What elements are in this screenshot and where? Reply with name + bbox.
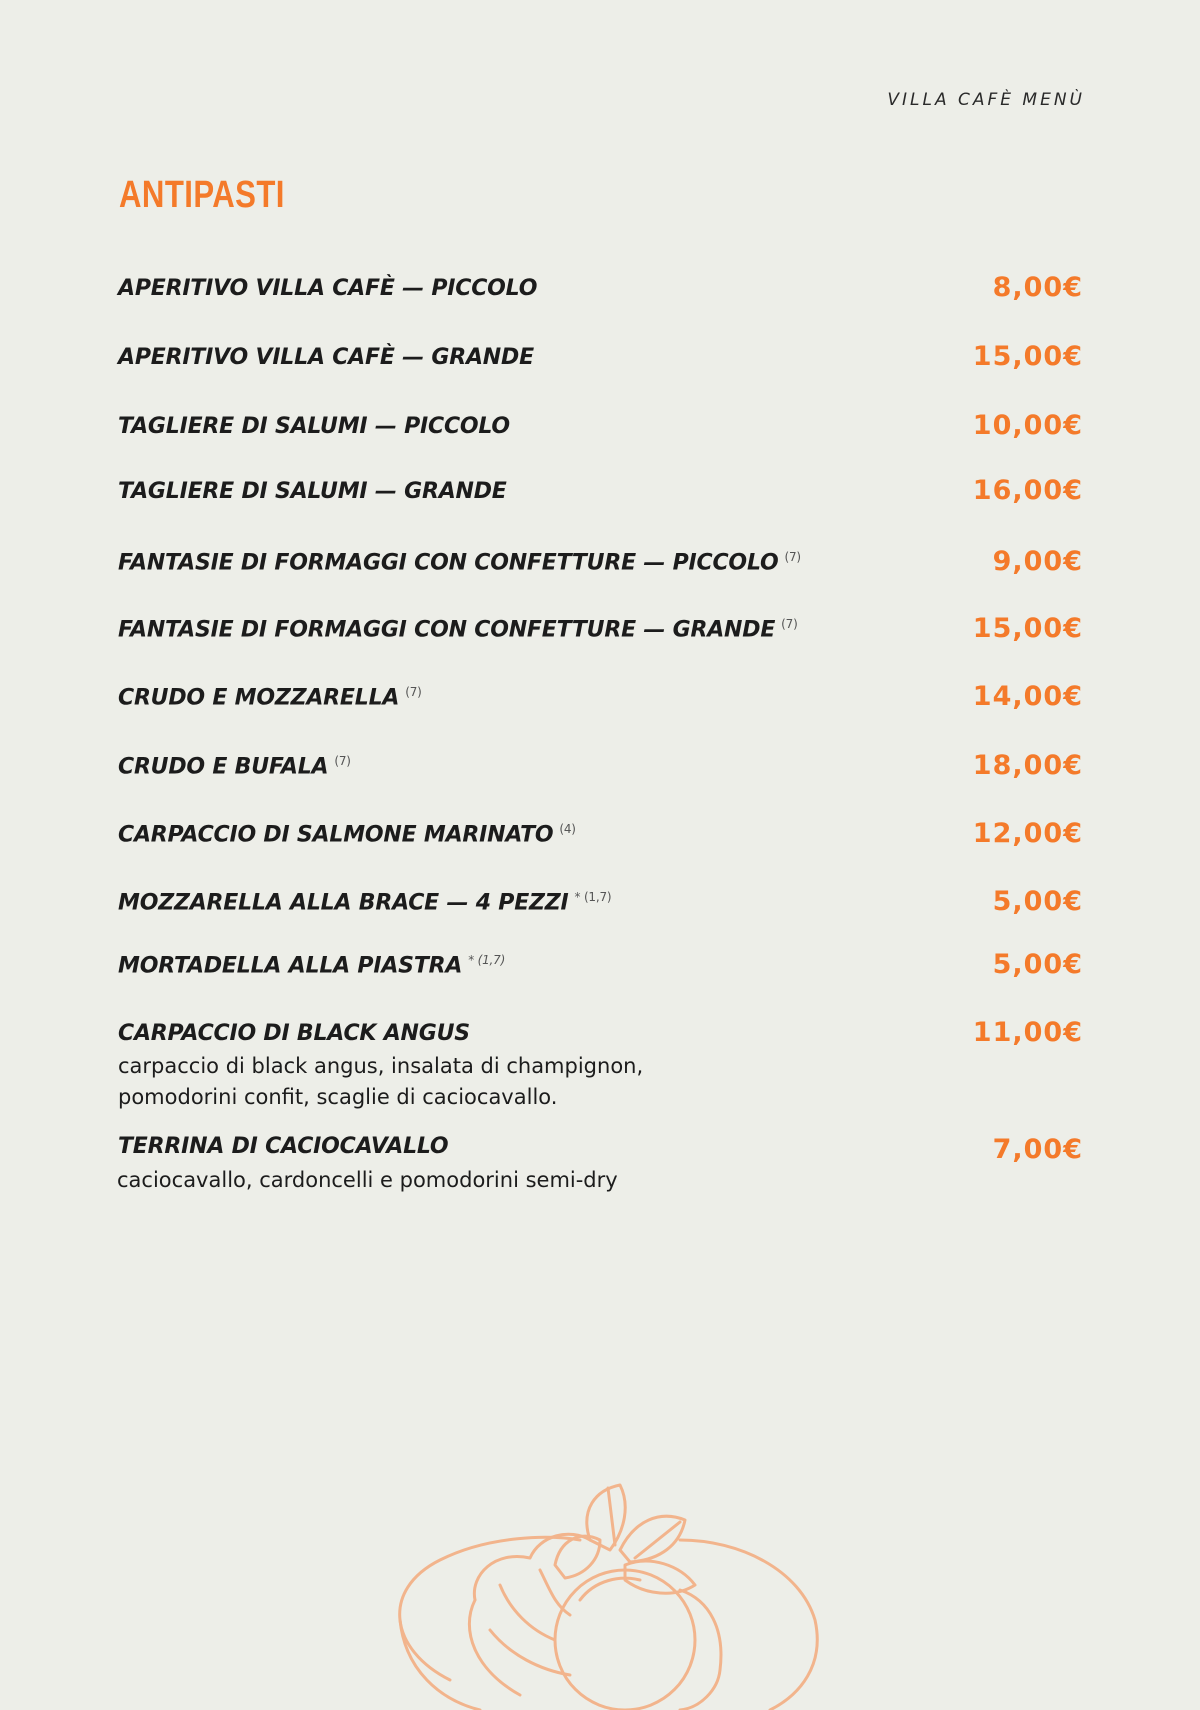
item-name <box>118 617 798 642</box>
allergen-note: (7) <box>784 550 801 564</box>
item-name-text: MORTADELLA ALLA PIASTRA <box>118 953 463 979</box>
item-price: 12,00€ <box>972 818 1083 849</box>
allergen-note: (7) <box>781 617 798 631</box>
item-name: TAGLIERE DI SALUMI — PICCOLO <box>118 414 510 439</box>
item-price: 16,00€ <box>972 475 1083 506</box>
item-name: TERRINA DI CACIOCAVALLO <box>118 1134 449 1159</box>
allergen-note: * (1,7) <box>574 890 612 904</box>
item-price: 5,00€ <box>992 949 1083 980</box>
item-description-line: pomodorini confit, scaglie di caciocavallo. <box>118 1085 558 1109</box>
allergen-note: * (1,7) <box>468 953 506 967</box>
item-name <box>118 550 801 575</box>
item-name-text: CRUDO E MOZZARELLA <box>118 685 400 711</box>
item-price: 15,00€ <box>972 341 1083 372</box>
item-name: CARPACCIO DI BLACK ANGUS <box>118 1021 470 1046</box>
mozzarella-plate-illustration-icon <box>380 1480 820 1710</box>
item-price: 10,00€ <box>972 410 1083 441</box>
item-price: 7,00€ <box>992 1134 1083 1165</box>
item-description <box>118 1051 818 1113</box>
section-title-antipasti: ANTIPASTI <box>119 174 285 216</box>
item-description <box>117 1165 817 1196</box>
item-price: 11,00€ <box>972 1017 1083 1048</box>
item-name-text: MOZZARELLA ALLA BRACE — 4 PEZZI <box>118 890 569 916</box>
item-name <box>118 685 422 710</box>
item-name <box>118 890 611 915</box>
item-price: 9,00€ <box>992 546 1083 577</box>
allergen-note: (7) <box>334 754 351 768</box>
item-name <box>118 953 505 978</box>
item-description-line: caciocavallo, cardoncelli e pomodorini semi-dry <box>117 1168 618 1192</box>
menu-header-title: VILLA CAFÈ MENÙ <box>887 90 1085 110</box>
item-name <box>118 822 576 847</box>
item-name-text: CARPACCIO DI SALMONE MARINATO <box>118 822 554 848</box>
item-price: 5,00€ <box>992 886 1083 917</box>
item-name: APERITIVO VILLA CAFÈ — PICCOLO <box>118 276 538 301</box>
allergen-note: (4) <box>559 822 576 836</box>
item-price: 18,00€ <box>972 750 1083 781</box>
item-name-text: FANTASIE DI FORMAGGI CON CONFETTURE — GRANDE <box>118 617 776 643</box>
item-description-line: carpaccio di black angus, insalata di champignon, <box>118 1054 644 1078</box>
item-price: 14,00€ <box>972 681 1083 712</box>
item-name-text: FANTASIE DI FORMAGGI CON CONFETTURE — PICCOLO <box>118 550 779 576</box>
item-name-text: CRUDO E BUFALA <box>118 754 329 780</box>
item-price: 15,00€ <box>972 613 1083 644</box>
allergen-note: (7) <box>405 685 422 699</box>
item-name: TAGLIERE DI SALUMI — GRANDE <box>118 479 507 504</box>
item-name: APERITIVO VILLA CAFÈ — GRANDE <box>118 345 534 370</box>
item-price: 8,00€ <box>992 272 1083 303</box>
item-name <box>118 754 351 779</box>
